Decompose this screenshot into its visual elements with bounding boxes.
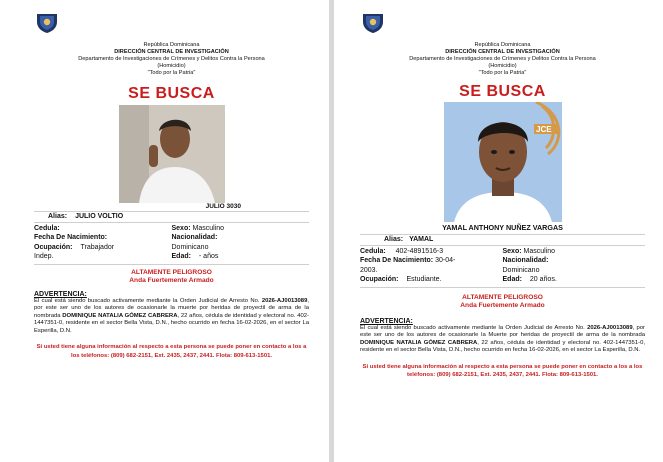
sex-value: Masculino — [192, 224, 225, 232]
birthdate-value-2: 2003. — [360, 266, 378, 274]
advertencia-title: ADVERTENCIA: — [360, 317, 413, 325]
photo-caption: JULIO 3030 — [205, 203, 241, 210]
advertencia-text: El cual está siendo buscado activamente mediante la Orden Judicial de Arresto No. 2026-AJ0013089, por este ser uno de los autores de ocasionarle la Muerte por heridas de proyectil de arma de la nombrada DOMINIQUE NATALIA GÓMEZ CABRERA, 22 años, cédula de identidad y electoral no. 402-1447351-0, residente en el sector Bella Vista, D.N., hecho ocurrido en fecha 16-02-2026, en el sector La Esperilla, D.N. — [360, 324, 645, 354]
sex-label: Sexo: — [171, 224, 191, 232]
suspect-photo-image — [119, 105, 225, 203]
nationality-label: Nacionalidad: — [502, 257, 549, 264]
header-country: República Dominicana — [143, 42, 200, 48]
nationality-value: Dominicano — [502, 266, 540, 274]
header-unit: (Homicidio) — [157, 63, 186, 69]
police-shield-icon — [34, 12, 60, 34]
occupation-value-2: Indep. — [34, 253, 54, 260]
header-unit: (Homicidio) — [488, 63, 517, 69]
header-block — [360, 42, 645, 77]
header-block — [34, 42, 309, 77]
header-department: Departamento de Investigaciones de Crímenes y Delitos Contra la Persona — [78, 56, 265, 62]
danger-line-1: ALTAMENTE PELIGROSO — [462, 293, 543, 301]
sex-value: Masculino — [523, 247, 556, 255]
cedula-value: 402-4891516-3 — [395, 247, 444, 255]
age-label: Edad: — [502, 276, 522, 283]
header-country: República Dominicana — [474, 42, 531, 48]
birthdate-value: 30-04- — [435, 257, 456, 264]
occupation-value: Estudiante. — [406, 276, 442, 283]
suspect-photo-image — [444, 102, 562, 222]
sex-label: Sexo: — [502, 247, 522, 255]
police-shield-icon — [360, 12, 386, 34]
header-motto: "Todo por la Patria" — [147, 70, 196, 76]
contact-info: Si usted tiene alguna información al respecto a esta persona se puede poner en contacto a los a los teléfonos: (809) 682-2151, Ext. 2435, 2437, 2441. Flota: 809-613-1501. — [362, 363, 643, 379]
alias-row — [360, 235, 645, 245]
cedula-label: Cedula: — [34, 224, 60, 232]
danger-warning — [34, 269, 309, 285]
advertencia-text: El cual está siendo buscado activamente mediante la Orden Judicial de Arresto No. 2026-AJ0013089, por este ser uno de los autores de ocasionarle la muerte por heridas de proyectil de arma de la nombrada DOMINIQUE NATALIA GÓMEZ CABRERA, 22 años, cédula de identidad y electoral no. 402-1447351-0, residente en el sector Bella Vista, D.N., hecho ocurrido en fecha 16-02-2026, en el sector La Esperilla, D.N. — [34, 297, 309, 334]
header-agency: DIRECCIÓN CENTRAL DE INVESTIGACIÓN — [445, 49, 560, 55]
alias-value: JULIO VOLTIO — [75, 213, 124, 220]
wanted-poster-left — [0, 0, 329, 462]
danger-warning — [360, 294, 645, 310]
header-agency: DIRECCIÓN CENTRAL DE INVESTIGACIÓN — [114, 49, 229, 55]
alias-label: Alias: — [48, 213, 68, 220]
nationality-value: Dominicano — [171, 243, 209, 251]
se-busca-title: SE BUSCA — [128, 85, 215, 102]
occupation-label: Ocupación: — [34, 243, 73, 251]
danger-line-2: Anda Fuertemente Armado — [129, 276, 214, 284]
alias-row — [34, 212, 309, 222]
photo-tag: JCE — [535, 125, 552, 134]
age-value: - años — [198, 253, 219, 260]
suspect-name: YAMAL ANTHONY NUÑEZ VARGAS — [442, 223, 563, 232]
cedula-label: Cedula: — [360, 247, 386, 255]
advertencia-title: ADVERTENCIA: — [34, 290, 87, 298]
suspect-photo — [444, 102, 562, 222]
contact-info: Si usted tiene alguna información al respecto a esta persona se puede poner en contacto a los a los teléfonos: (809) 682-2151, Ext. 2435, 2437, 2441. Flota: 809-613-1501. — [36, 344, 307, 359]
se-busca-title: SE BUSCA — [459, 83, 546, 100]
age-value: 20 años. — [529, 276, 557, 283]
age-label: Edad: — [171, 253, 191, 260]
birthdate-label: Fecha De Nacimiento: — [34, 234, 108, 241]
birthdate-label: Fecha De Nacimiento: — [360, 257, 434, 264]
occupation-label: Ocupación: — [360, 276, 399, 283]
header-department: Departamento de Investigaciones de Crímenes y Delitos Contra la Persona — [409, 56, 596, 62]
alias-value: YAMAL — [409, 236, 434, 243]
suspect-photo — [119, 105, 225, 203]
alias-label: Alias: — [384, 236, 404, 243]
header-motto: "Todo por la Patria" — [478, 70, 527, 76]
danger-line-1: ALTAMENTE PELIGROSO — [131, 268, 212, 276]
danger-line-2: Anda Fuertemente Armado — [460, 301, 545, 309]
occupation-value: Trabajador — [80, 243, 115, 251]
wanted-poster-right — [334, 0, 663, 462]
nationality-label: Nacionalidad: — [171, 234, 218, 241]
